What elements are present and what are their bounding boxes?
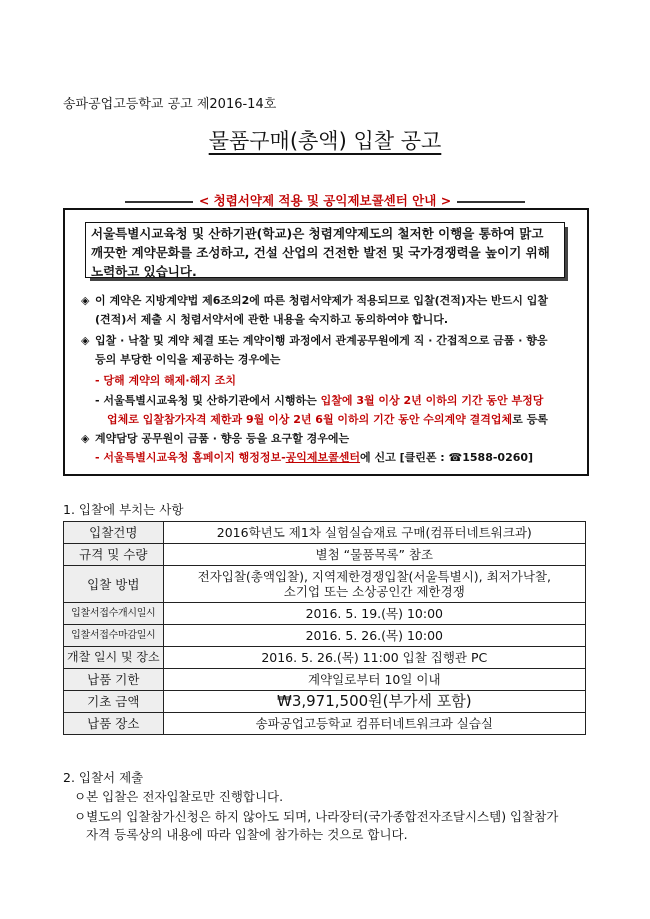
row-label: 기초 금액 — [64, 691, 164, 713]
row-label: 납품 기한 — [64, 669, 164, 691]
row-label: 입찰서접수개시일시 — [64, 603, 164, 625]
row-value: 계약일로부터 10일 이내 — [163, 669, 585, 691]
table-row — [64, 713, 586, 735]
diamond-bullet-icon: ◈ — [81, 334, 90, 347]
row-label: 입찰 방법 — [64, 566, 164, 603]
bullet2-line1: 입찰 · 낙찰 및 계약 체결 또는 계약이행 과정에서 관계공무원에게 직 · 간접적으로 금품 · 향응 — [95, 334, 548, 347]
intro-text: 서울특별시교육청 및 산하기관(학교)은 청렴계약제도의 철저한 이행을 통하여 맑고 깨끗한 계약문화를 조성하고, 건설 산업의 건전한 발전 및 국가경쟁력을 높이기 위해 노력하고 있습니다. — [91, 226, 550, 279]
bid-items-table — [63, 521, 586, 735]
row-label: 입찰건명 — [64, 522, 164, 544]
bid-method-line2: 소기업 또는 소상공인간 제한경쟁 — [283, 584, 465, 599]
integrity-notice-box — [63, 208, 589, 476]
bullet1-line2: (견적)서 제출 시 청렴서약서에 관한 내용을 숙지하고 동의하여야 합니다. — [95, 312, 449, 326]
submission-item-1: ㅇ본 입찰은 전자입찰로만 진행합니다. — [74, 789, 284, 804]
sub2-line2-suffix: 로 등록 — [512, 412, 548, 426]
row-value: 2016. 5. 26.(목) 11:00 입찰 집행관 PC — [163, 647, 585, 669]
diamond-bullet-icon: ◈ — [81, 432, 90, 445]
sub3-red-prefix: - 서울특별시교육청 홈페이지 행정정보- — [95, 451, 286, 464]
sub2-line2-red: 업체로 입찰참가자격 제한과 9월 이상 2년 6월 이하의 기간 동안 수의계약 결격업체 — [107, 412, 513, 426]
document-title-text: 물품구매(총액) 입찰 공고 — [208, 129, 442, 153]
submission-item-2 — [74, 808, 594, 844]
table-row — [64, 647, 586, 669]
row-value: 2016. 5. 19.(목) 10:00 — [163, 603, 585, 625]
table-row — [64, 625, 586, 647]
row-value: 2016. 5. 26.(목) 10:00 — [163, 625, 585, 647]
notice-number: 송파공업고등학교 공고 제2016-14호 — [63, 97, 277, 112]
table-row — [64, 566, 586, 603]
row-value: 2016학년도 제1차 실험실습재료 구매(컴퓨터네트워크과) — [163, 522, 585, 544]
section2-title: 2. 입찰서 제출 — [63, 770, 144, 785]
heading-bar-right — [457, 201, 525, 203]
whistleblower-center-link[interactable]: 공익제보콜센터 — [285, 451, 361, 464]
bullet-integrity-pledge — [81, 292, 571, 329]
row-label: 규격 및 수량 — [64, 544, 164, 566]
table-row — [64, 522, 586, 544]
row-value: ₩3,971,500원(부가세 포함) — [163, 691, 585, 713]
sub2-line1-prefix: - 서울특별시교육청 및 산하기관에서 시행하는 — [95, 394, 321, 407]
diamond-bullet-icon: ◈ — [81, 294, 90, 307]
heading-bar-left — [125, 201, 193, 203]
bullet1-line1: 이 계약은 지방계약법 제6조의2에 따른 청렴서약제가 적용되므로 입찰(견적)자는 반드시 입찰 — [95, 294, 548, 307]
intro-box — [85, 222, 565, 278]
table-row — [64, 603, 586, 625]
row-value: 송파공업고등학교 컴퓨터네트워크과 실습실 — [163, 713, 585, 735]
submission-item-2-line1: ㅇ별도의 입찰참가신청은 하지 않아도 되며, 나라장터(국가종합전자조달시스템) 입찰참가 — [74, 809, 559, 824]
bid-method-line1: 전자입찰(총액입찰), 지역제한경쟁입찰(서울특별시), 최저가낙찰, — [197, 569, 551, 584]
sub-sanction — [95, 392, 575, 429]
document-title — [0, 125, 650, 155]
bullet2-line2: 등의 부당한 이익을 제공하는 경우에는 — [95, 352, 281, 366]
integrity-heading-text: < 청렴서약제 적용 및 공익제보콜센터 안내 > — [198, 193, 452, 208]
row-value: 별첨 “물품목록” 참조 — [163, 544, 585, 566]
table-row — [64, 544, 586, 566]
row-label: 입찰서접수마감일시 — [64, 625, 164, 647]
table-row — [64, 691, 586, 713]
integrity-heading — [63, 191, 587, 209]
submission-item-2-line2: 자격 등록상의 내용에 따라 입찰에 참가하는 것으로 합니다. — [86, 827, 408, 842]
sub3-suffix: 에 신고 [클린폰 : ☎1588-0260] — [360, 451, 534, 464]
bullet3-text: 계약담당 공무원이 금품 · 향응 등을 요구할 경우에는 — [95, 432, 350, 445]
bullet-report — [81, 430, 571, 449]
row-value — [163, 566, 585, 603]
bullet-bribery — [81, 332, 571, 369]
section1-title: 1. 입찰에 부치는 사항 — [63, 502, 184, 517]
sub-contract-termination: - 당해 계약의 해제·해지 조치 — [95, 374, 236, 387]
row-label: 납품 장소 — [64, 713, 164, 735]
row-label: 개찰 일시 및 장소 — [64, 647, 164, 669]
sub2-line1-red: 입찰에 3월 이상 2년 이하의 기간 동안 부정당 — [320, 394, 544, 407]
table-row — [64, 669, 586, 691]
sub-report-hotline — [95, 449, 575, 468]
